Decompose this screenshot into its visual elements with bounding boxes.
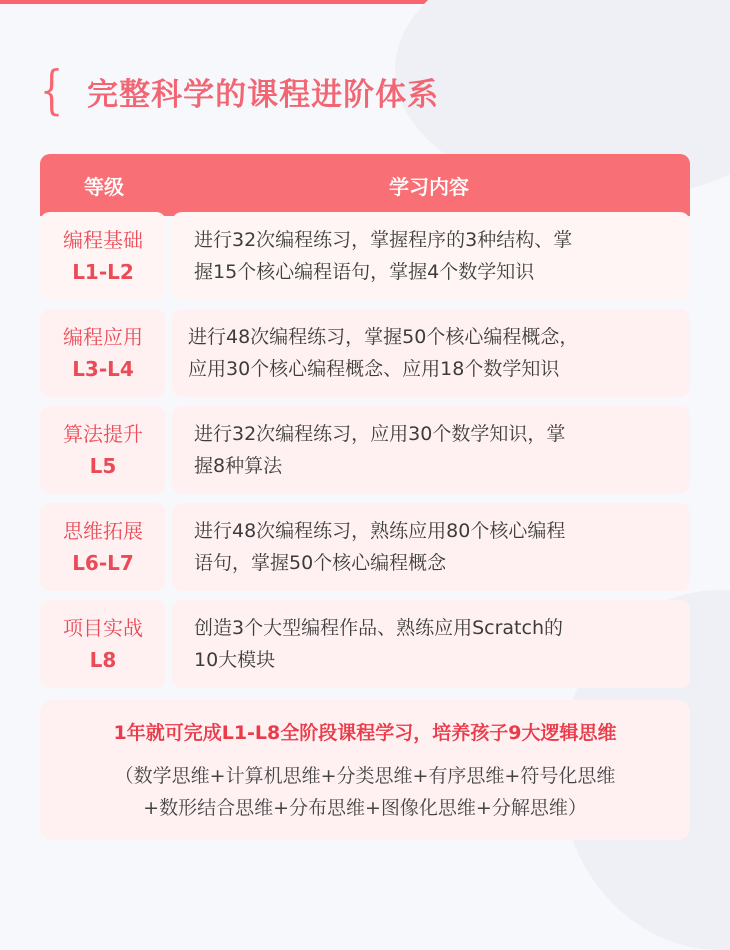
level-name: 编程应用	[63, 325, 143, 349]
table-row	[40, 503, 690, 591]
content-line: 握15个核心编程语句，掌握4个数学知识	[194, 261, 535, 283]
table-row	[40, 309, 690, 397]
level-cell	[40, 212, 166, 300]
level-name: 思维拓展	[63, 519, 143, 543]
content-line: 应用30个核心编程概念、应用18个数学知识	[188, 358, 560, 380]
content-line: 进行32次编程练习，应用30个数学知识，掌	[194, 423, 566, 445]
content-cell	[172, 600, 690, 688]
level-code: L8	[89, 648, 117, 672]
content-cell	[172, 212, 690, 300]
table-row	[40, 406, 690, 494]
content-cell	[172, 503, 690, 591]
level-cell	[40, 503, 166, 591]
section-header	[40, 60, 439, 122]
content-line: 握8种算法	[194, 455, 283, 477]
content-line: 进行48次编程练习，掌握50个核心编程概念，	[188, 326, 579, 348]
summary-detail	[58, 760, 672, 824]
brace-icon: {	[40, 61, 64, 121]
table-row	[40, 600, 690, 688]
summary-box	[40, 700, 690, 840]
content-line: 进行48次编程练习，熟练应用80个核心编程	[194, 520, 566, 542]
course-table	[40, 154, 690, 697]
content-line: 10大模块	[194, 649, 276, 671]
summary-headline: 1年就可完成L1-L8全阶段课程学习，培养孩子9大逻辑思维	[113, 722, 617, 744]
content-line: 创造3个大型编程作品、熟练应用Scratch的	[194, 617, 563, 639]
table-row	[40, 212, 690, 300]
level-cell	[40, 309, 166, 397]
level-code: L3-L4	[72, 357, 134, 381]
level-code: L5	[89, 454, 117, 478]
level-code: L6-L7	[72, 551, 134, 575]
content-cell	[172, 309, 690, 397]
header-content: 学习内容	[389, 174, 469, 199]
header-level: 等级	[84, 174, 124, 199]
level-code: L1-L2	[72, 260, 134, 284]
summary-detail-line: +数形结合思维+分布思维+图像化思维+分解思维）	[143, 797, 587, 819]
page-title: 完整科学的课程进阶体系	[87, 76, 440, 113]
level-cell	[40, 406, 166, 494]
content-cell	[172, 406, 690, 494]
level-name: 编程基础	[63, 228, 143, 252]
content-line: 进行32次编程练习，掌握程序的3种结构、掌	[194, 229, 573, 251]
content-line: 语句，掌握50个核心编程概念	[194, 552, 447, 574]
table-header	[40, 154, 690, 216]
summary-detail-line: （数学思维+计算机思维+分类思维+有序思维+符号化思维	[114, 765, 616, 787]
level-cell	[40, 600, 166, 688]
level-name: 项目实战	[63, 616, 143, 640]
level-name: 算法提升	[63, 422, 143, 446]
